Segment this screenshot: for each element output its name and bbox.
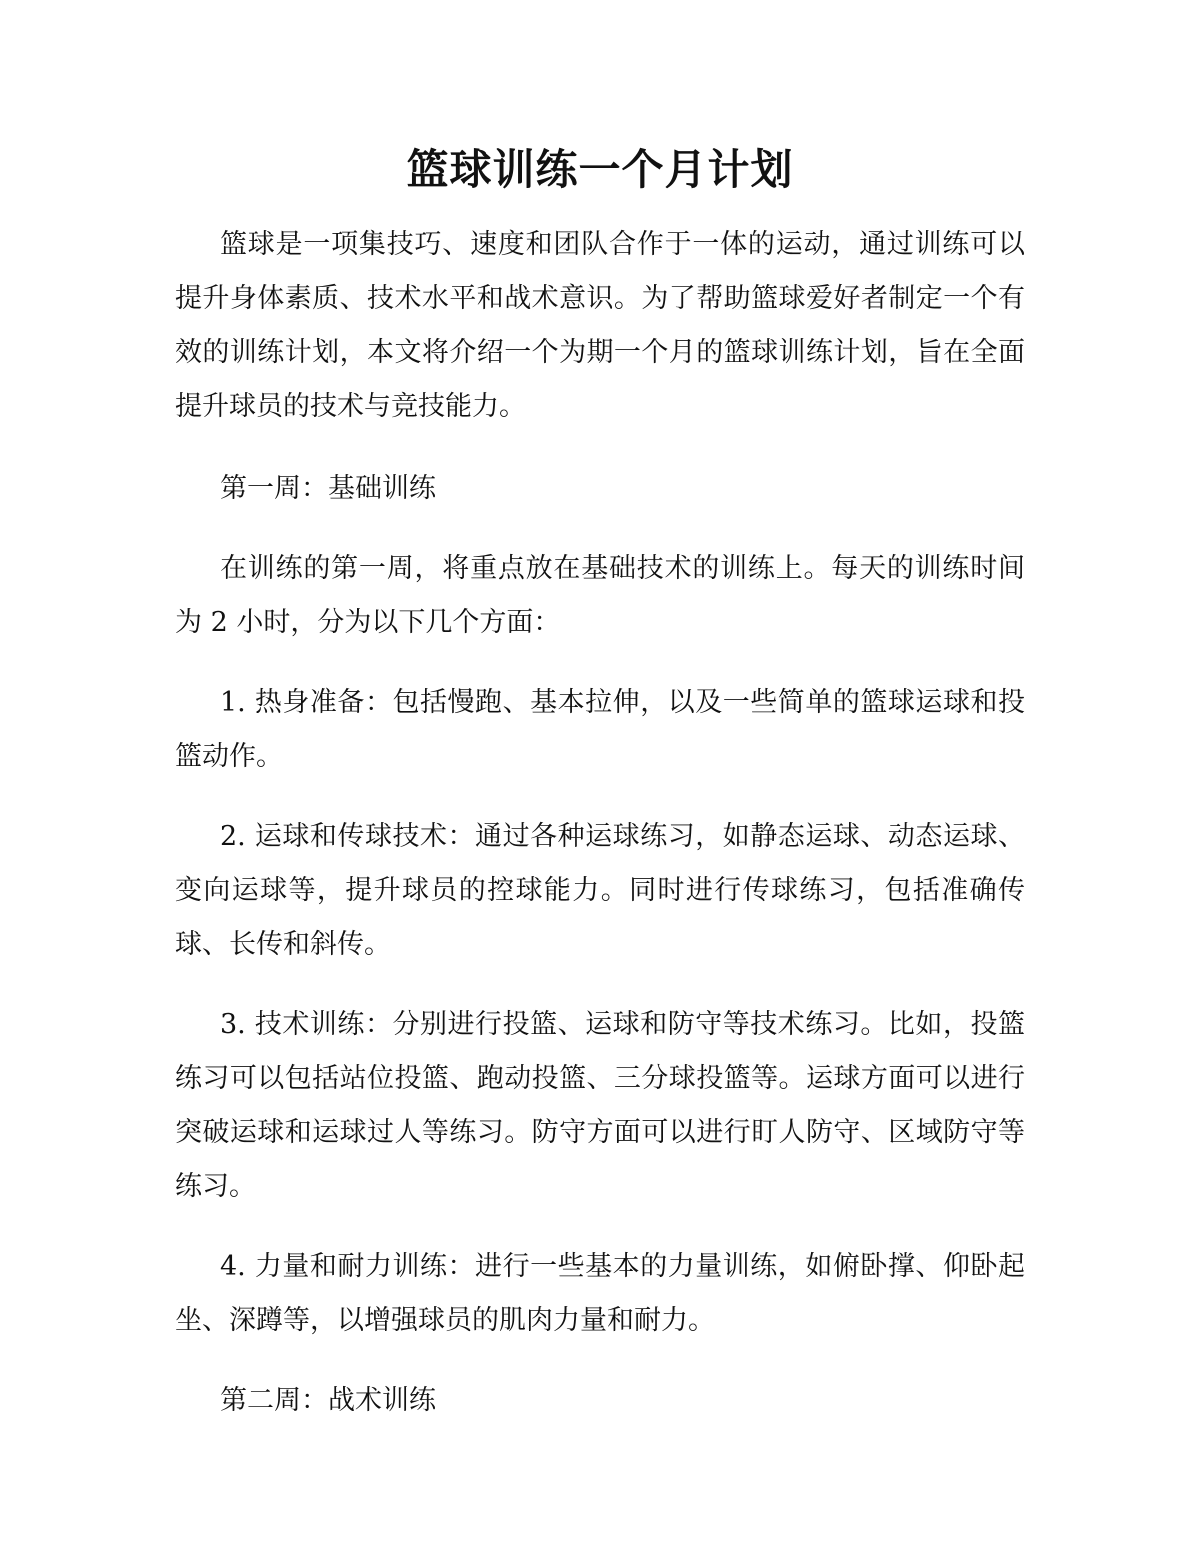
list-item-technique: 3. 技术训练：分别进行投篮、运球和防守等技术练习。比如，投篮练习可以包括站位投篮、跑动投篮、三分球投篮等。运球方面可以进行突破运球和运球过人等练习。防守方面可以进行盯人防守、区域防守等练习。	[175, 1009, 1025, 1202]
list-item-strength: 4. 力量和耐力训练：进行一些基本的力量训练，如俯卧撑、仰卧起坐、深蹲等，以增强球员的肌肉力量和耐力。	[175, 1251, 1025, 1336]
document-body	[175, 218, 1025, 1428]
list-item-dribble-pass: 2. 运球和传球技术：通过各种运球练习，如静态运球、动态运球、变向运球等，提升球员的控球能力。同时进行传球练习，包括准确传球、长传和斜传。	[175, 821, 1025, 960]
week2-heading: 第二周：战术训练	[220, 1385, 436, 1416]
intro-paragraph: 篮球是一项集技巧、速度和团队合作于一体的运动，通过训练可以提升身体素质、技术水平和战术意识。为了帮助篮球爱好者制定一个有效的训练计划，本文将介绍一个为期一个月的篮球训练计划，旨在全面提升球员的技术与竞技能力。	[175, 229, 1025, 422]
week1-description: 在训练的第一周，将重点放在基础技术的训练上。每天的训练时间为 2 小时，分为以下几个方面：	[175, 553, 1025, 638]
week1-heading: 第一周：基础训练	[220, 473, 436, 504]
list-item-warmup: 1. 热身准备：包括慢跑、基本拉伸，以及一些简单的篮球运球和投篮动作。	[175, 687, 1025, 772]
document-title: 篮球训练一个月计划	[406, 145, 794, 194]
